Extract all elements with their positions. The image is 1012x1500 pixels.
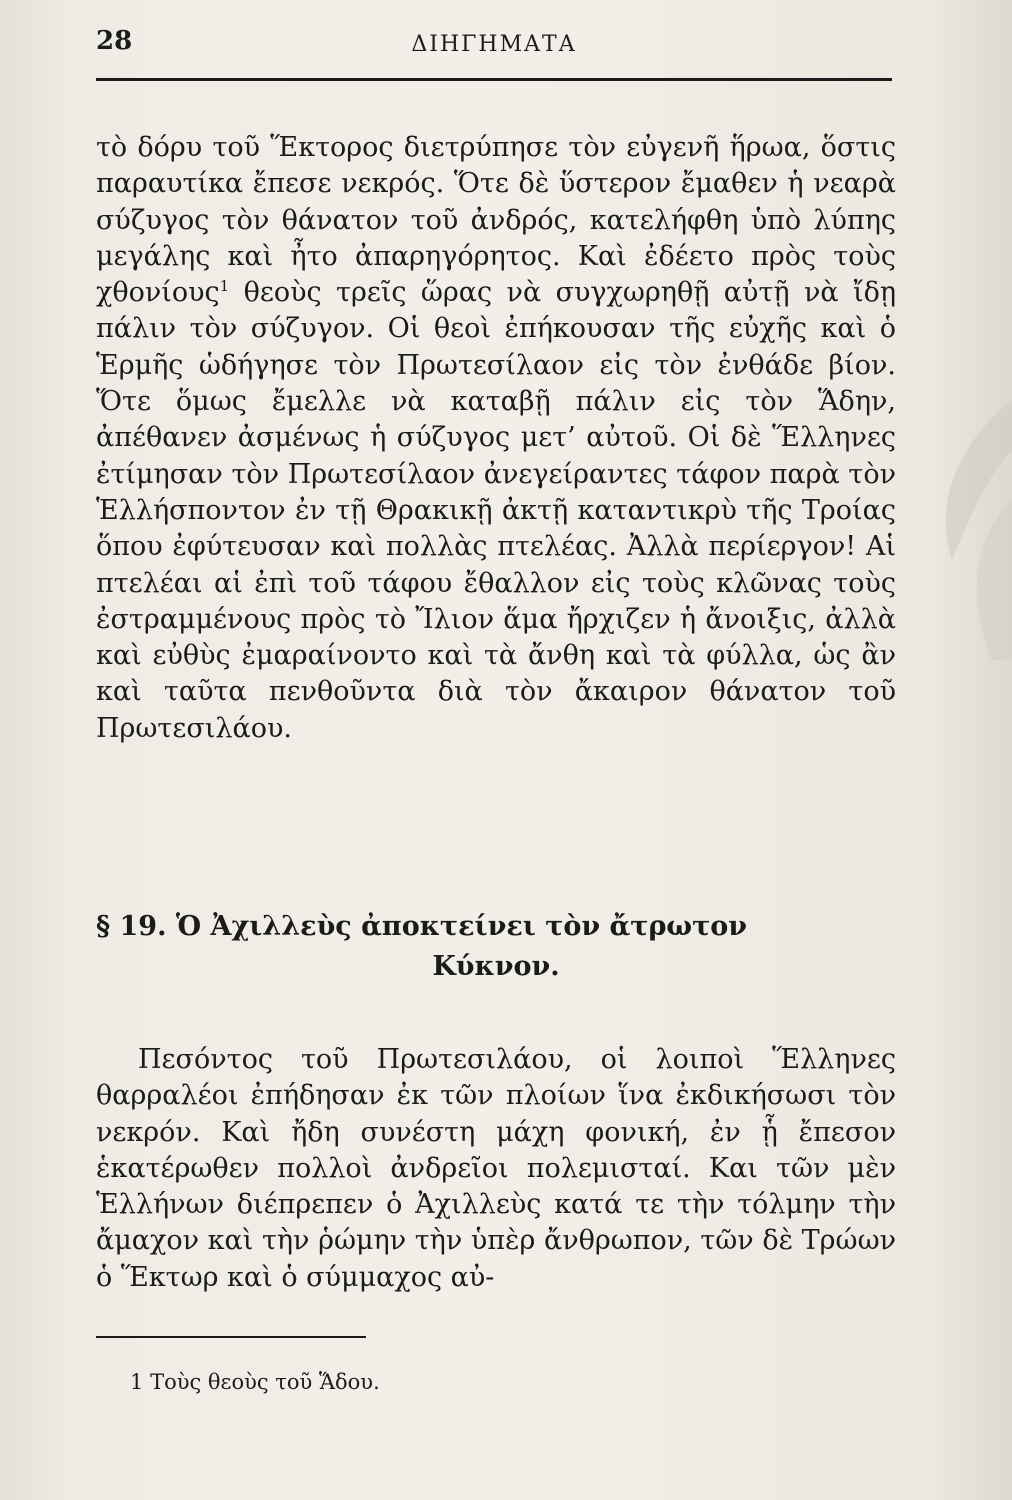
section-heading <box>96 907 896 987</box>
leaf-show-through-image <box>892 380 1012 680</box>
running-head: ΔΙΗΓΗΜΑΤΑ <box>411 32 577 57</box>
paragraph-text: τὸ δόρυ τοῦ Ἕκτορος διετρύπησε τὸν εὐγενῆ ἥρωα, ὅστις παραυτίκα ἔπεσε νεκρός. Ὅτε δὲ ὕστερον ἔμαθεν ἡ νεαρὰ σύζυγος τὸν θάνατον τοῦ ἀνδρός, κατελήφθη ὑπὸ λύπης μεγάλης καὶ ἦτο ἀπαρηγόρητος. Καὶ ἐδέετο πρὸς τοὺς χθονίους <box>96 132 896 309</box>
paragraph-text-continued: θεοὺς τρεῖς ὥρας νὰ συγχωρηθῇ αὐτῇ νὰ ἴδῃ πάλιν τὸν σύζυγον. Οἱ θεοὶ ἐπήκουσαν τῆς εὐχῆς καὶ ὁ Ἑρμῆς ὡδήγησε τὸν Πρωτεσίλαον εἰς τὸν ἐνθάδε βίον. Ὅτε ὅμως ἔμελλε νὰ καταβῇ πάλιν εἰς τὸν Ἅδην, ἀπέθανεν ἀσμένως ἡ σύζυγος μετ’ αὐτοῦ. Οἱ δὲ Ἕλληνες ἐτίμησαν τὸν Πρωτεσίλαον ἀνεγείραντες τάφον παρὰ τὸν Ἑλλήσποντον ἐν τῇ Θρακικῇ ἀκτῇ καταντικρὺ τῆς Τροίας ὅπου ἐφύτευσαν καὶ πολλὰς πτελέας. Ἀλλὰ περίεργον! Αἱ πτελέαι αἱ ἐπὶ τοῦ τάφου ἔθαλλον εἰς τοὺς κλῶνας τοὺς ἐστραμμένους πρὸς τὸ Ἴλιον ἅμα ἤρχιζεν ἡ ἄνοιξις, ἀλλὰ καὶ εὐθὺς ἐμαραίνοντο καὶ τὰ ἄνθη καὶ τὰ φύλλα, ὡς ἂν καὶ ταῦτα πενθοῦντα διὰ τὸν ἄκαιρον θάνατον τοῦ Πρωτεσιλάου. <box>96 277 896 744</box>
footnote <box>130 1370 380 1394</box>
body-paragraph <box>96 130 896 747</box>
footnote-text: Τοὺς θεοὺς τοῦ Ἅδου. <box>150 1370 380 1394</box>
section-heading-line2: Κύκνον. <box>432 951 560 982</box>
page-number: 28 <box>96 26 133 56</box>
header-rule <box>96 78 892 81</box>
footnote-rule <box>96 1336 366 1338</box>
footnote-marker: 1 <box>130 1370 144 1394</box>
section-heading-line1: § 19. Ὁ Ἀχιλλεὺς ἀποκτείνει τὸν ἄτρωτον <box>96 911 748 942</box>
body-paragraph-2: Πεσόντος τοῦ Πρωτεσιλάου, οἱ λοιποὶ Ἕλληνες θαρραλέοι ἐπήδησαν ἐκ τῶν πλοίων ἵνα ἐκδικήσωσι τὸν νεκρόν. Καὶ ἤδη συνέστη μάχη φονική, ἐν ᾗ ἔπεσον ἑκατέρωθεν πολλοὶ ἀνδρεῖοι πολεμισταί. Και τῶν μὲν Ἑλλήνων διέπρεπεν ὁ Ἀχιλλεὺς κατά τε τὴν τόλμην τὴν ἄμαχον καὶ τὴν ῥώμην τὴν ὑπὲρ ἄνθρωπον, τῶν δὲ Τρώων ὁ Ἕκτωρ καὶ ὁ σύμμαχος αὐ- <box>96 1044 896 1293</box>
footnote-reference: 1 <box>219 277 230 296</box>
page-header <box>96 26 892 66</box>
